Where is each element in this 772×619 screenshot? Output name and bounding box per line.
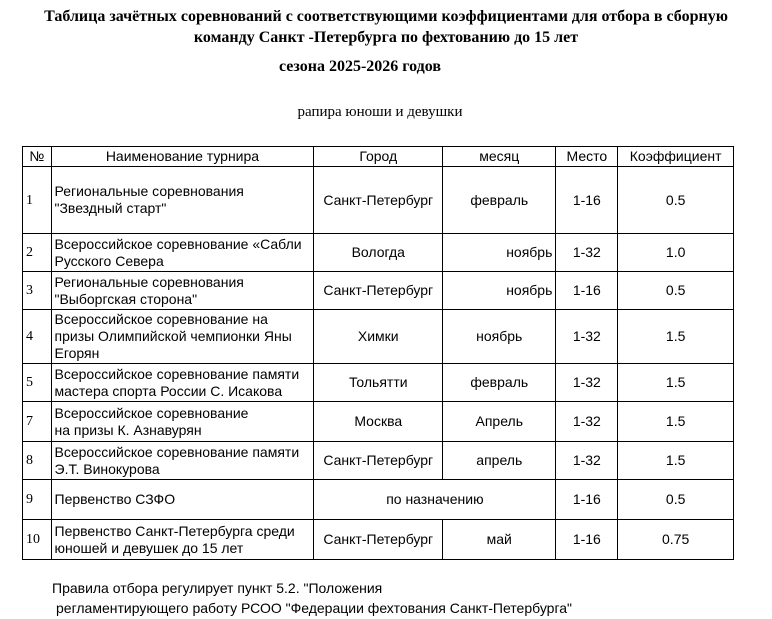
tournament-month: Апрель (443, 402, 556, 442)
table-row (23, 520, 734, 560)
row-number: 9 (23, 480, 52, 520)
tournament-coefficient: 0.5 (618, 272, 734, 310)
tournament-name: Всероссийское соревнование на призы К. Азнавурян (51, 402, 314, 442)
note-line-2: регламентирующего работу РСОО "Федерации фехтования Санкт-Петербурга" (56, 600, 573, 616)
tournament-place: 1-16 (556, 167, 618, 234)
tournament-month: ноябрь (443, 234, 556, 272)
table-row (23, 480, 734, 520)
tournament-month: май (443, 520, 556, 560)
header-month: месяц (443, 147, 556, 167)
row-number: 8 (23, 442, 52, 480)
row-number: 1 (23, 167, 52, 234)
tournament-name: Всероссийское соревнование «Сабли Русского Севера (51, 234, 314, 272)
table-row (23, 442, 734, 480)
row-number: 3 (23, 272, 52, 310)
tournament-name: Всероссийское соревнование на призы Олимпийской чемпионки Яны Егорян (51, 310, 314, 364)
header-tournament-name: Наименование турнира (51, 147, 314, 167)
document-title (0, 6, 772, 48)
tournament-city: Санкт-Петербург (314, 167, 443, 234)
tournament-coefficient: 0.5 (618, 167, 734, 234)
tournament-month: февраль (443, 364, 556, 402)
tournament-coefficient: 1.0 (618, 234, 734, 272)
row-number: 7 (23, 402, 52, 442)
tournament-city: Вологда (314, 234, 443, 272)
tournament-month: ноябрь (443, 310, 556, 364)
table-row (23, 272, 734, 310)
tournament-city: Тольятти (314, 364, 443, 402)
tournament-coefficient: 1.5 (618, 402, 734, 442)
tournament-place: 1-32 (556, 364, 618, 402)
tournament-place: 1-16 (556, 272, 618, 310)
table-row (23, 167, 734, 234)
row-number: 4 (23, 310, 52, 364)
table-row (23, 310, 734, 364)
tournament-month: апрель (443, 442, 556, 480)
competitions-table (22, 146, 734, 560)
weapon-category: рапира юноши и девушки (297, 104, 463, 120)
season-heading: сезона 2025-2026 годов (278, 58, 442, 75)
selection-rules-note (52, 578, 732, 618)
tournament-name: Региональные соревнования "Звездный старт" (51, 167, 314, 234)
tournament-coefficient: 1.5 (618, 442, 734, 480)
header-coefficient: Коэффициент (618, 147, 734, 167)
tournament-name: Первенство Санкт-Петербурга среди юношей и девушек до 15 лет (51, 520, 314, 560)
title-line-1: Таблица зачётных соревнований с соответствующими коэффициентами для отбора в сборную (44, 8, 728, 25)
tournament-city: Санкт-Петербург (314, 520, 443, 560)
title-line-2: команду Санкт -Петербурга по фехтованию до 15 лет (193, 29, 579, 46)
note-line-1: Правила отбора регулирует пункт 5.2. "Положения (52, 580, 383, 596)
tournament-name: Всероссийское соревнование памяти мастера спорта России С. Исакова (51, 364, 314, 402)
tournament-month: ноябрь (443, 272, 556, 310)
tournament-city: Санкт-Петербург (314, 272, 443, 310)
tournament-place: 1-16 (556, 480, 618, 520)
header-place: Место (556, 147, 618, 167)
tournament-place: 1-32 (556, 402, 618, 442)
table-header-row (23, 147, 734, 167)
row-number: 2 (23, 234, 52, 272)
tournament-place: 1-32 (556, 310, 618, 364)
tournament-name: Всероссийское соревнование памяти Э.Т. Винокурова (51, 442, 314, 480)
tournament-coefficient: 0.5 (618, 480, 734, 520)
header-city: Город (314, 147, 443, 167)
header-number: № (23, 147, 52, 167)
tournament-city: Санкт-Петербург (314, 442, 443, 480)
tournament-name: Первенство СЗФО (51, 480, 314, 520)
tournament-coefficient: 1.5 (618, 310, 734, 364)
tournament-city: Москва (314, 402, 443, 442)
tournament-month: февраль (443, 167, 556, 234)
tournament-coefficient: 0.75 (618, 520, 734, 560)
row-number: 10 (23, 520, 52, 560)
row-number: 5 (23, 364, 52, 402)
tournament-city: Химки (314, 310, 443, 364)
tournament-location-date: по назначению (314, 480, 556, 520)
table-row (23, 402, 734, 442)
tournament-coefficient: 1.5 (618, 364, 734, 402)
table-row (23, 234, 734, 272)
tournament-name: Региональные соревнования "Выборгская сторона" (51, 272, 314, 310)
tournament-place: 1-32 (556, 234, 618, 272)
table-row (23, 364, 734, 402)
tournament-place: 1-32 (556, 442, 618, 480)
tournament-place: 1-16 (556, 520, 618, 560)
